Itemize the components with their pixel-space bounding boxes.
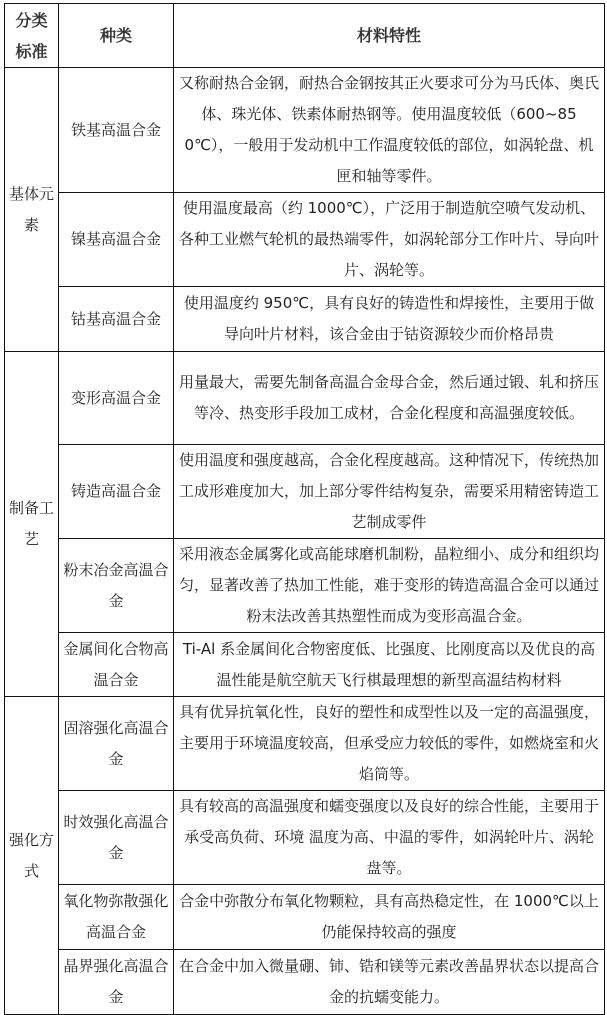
header-category: 分类标准 bbox=[5, 4, 59, 68]
description-cell: 使用温度和强度越高，合金化程度越高。这种情况下，传统热加工成形难度加大，加上部分零件结构复杂，需要采用精密铸造工艺制成零件 bbox=[174, 445, 605, 539]
description-cell: 在合金中加入微量硼、铈、锆和镁等元素改善晶界状态以提高合金的抗蠕变能力。 bbox=[174, 950, 605, 1015]
type-cell: 晶界强化高温合金 bbox=[59, 950, 174, 1015]
description-cell: 使用温度约 950℃，具有良好的铸造性和焊接性，主要用于做导向叶片材料，该合金由于钴资源较少而价格昂贵 bbox=[174, 287, 605, 352]
type-cell: 铁基高温合金 bbox=[59, 68, 174, 193]
description-cell: 又称耐热合金钢，耐热合金钢按其正火要求可分为马氏体、奥氏体、珠光体、铁素体耐热钢等。使用温度较低（600~850℃），一般用于发动机中工作温度较低的部位，如涡轮盘、机匣和轴等零件。 bbox=[174, 68, 605, 193]
group-label-matrix-element: 基体元素 bbox=[5, 68, 59, 352]
header-properties: 材料特性 bbox=[174, 4, 605, 68]
header-type: 种类 bbox=[59, 4, 174, 68]
description-cell: 使用温度最高（约 1000℃），广泛用于制造航空喷气发动机、各种工业燃气轮机的最热端零件，如涡轮部分工作叶片、导向叶片、涡轮等。 bbox=[174, 193, 605, 287]
type-cell: 镍基高温合金 bbox=[59, 193, 174, 287]
table-row bbox=[5, 193, 605, 287]
type-cell: 钴基高温合金 bbox=[59, 287, 174, 352]
table-row bbox=[5, 950, 605, 1015]
type-cell: 变形高温合金 bbox=[59, 352, 174, 445]
table-row bbox=[5, 287, 605, 352]
table-row bbox=[5, 633, 605, 697]
table-row bbox=[5, 352, 605, 445]
table-row bbox=[5, 885, 605, 950]
description-cell: 具有较高的高温强度和蠕变强度以及良好的综合性能，主要用于承受高负荷、环境 温度为高、中温的零件，如涡轮叶片、涡轮盘等。 bbox=[174, 791, 605, 885]
header-row bbox=[5, 4, 605, 68]
group-label-preparation-process: 制备工艺 bbox=[5, 352, 59, 697]
type-cell: 固溶强化高温合金 bbox=[59, 697, 174, 791]
table-row bbox=[5, 791, 605, 885]
description-cell: Ti-Al 系金属间化合物密度低、比强度、比刚度高以及优良的高温性能是航空航天飞行棋最理想的新型高温结构材料 bbox=[174, 633, 605, 697]
description-cell: 具有优异抗氧化性，良好的塑性和成型性以及一定的高温强度，主要用于环境温度较高，但承受应力较低的零件，如燃烧室和火焰筒等。 bbox=[174, 697, 605, 791]
type-cell: 铸造高温合金 bbox=[59, 445, 174, 539]
table-row bbox=[5, 697, 605, 791]
description-cell: 合金中弥散分布氧化物颗粒，具有高热稳定性，在 1000℃以上仍能保持较高的强度 bbox=[174, 885, 605, 950]
type-cell: 金属间化合物高温合金 bbox=[59, 633, 174, 697]
group-label-strengthening-method: 强化方式 bbox=[5, 697, 59, 1015]
table-row bbox=[5, 445, 605, 539]
type-cell: 氧化物弥散强化高温合金 bbox=[59, 885, 174, 950]
type-cell: 时效强化高温合金 bbox=[59, 791, 174, 885]
description-cell: 用量最大，需要先制备高温合金母合金，然后通过锻、轧和挤压等冷、热变形手段加工成材，合金化程度和高温强度较低。 bbox=[174, 352, 605, 445]
description-cell: 采用液态金属雾化或高能球磨机制粉，晶粒细小、成分和组织均匀，显著改善了热加工性能，难于变形的铸造高温合金可以通过粉末法改善其热塑性而成为变形高温合金。 bbox=[174, 539, 605, 633]
superalloy-classification-table bbox=[4, 3, 605, 1015]
table-row bbox=[5, 539, 605, 633]
type-cell: 粉末冶金高温合金 bbox=[59, 539, 174, 633]
table-row bbox=[5, 68, 605, 193]
